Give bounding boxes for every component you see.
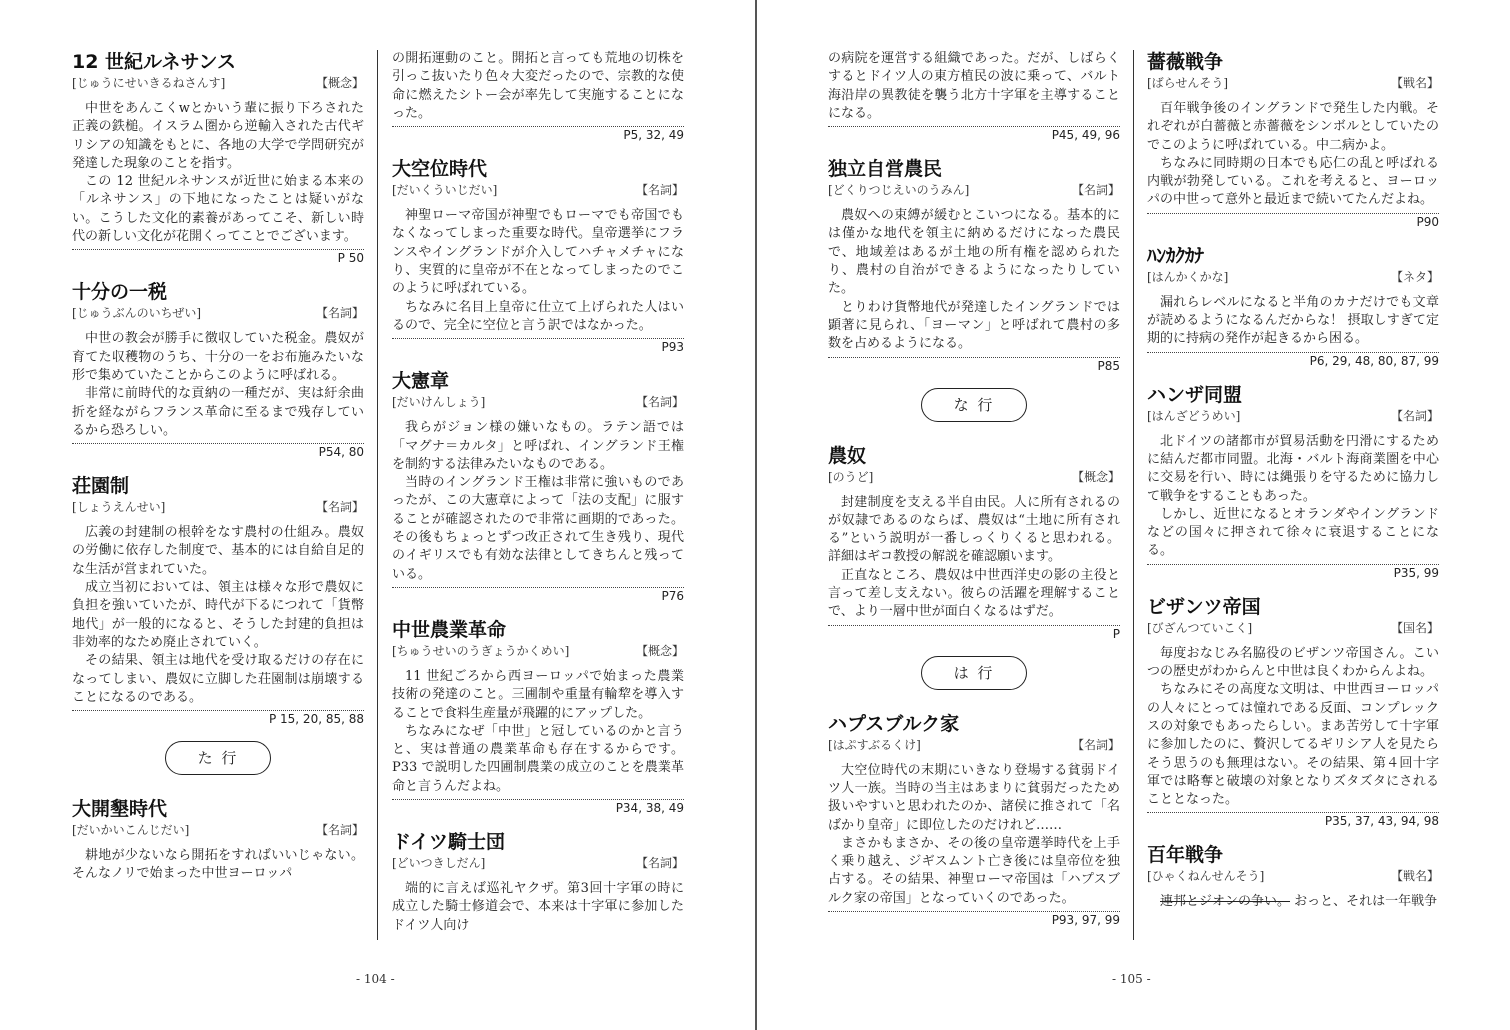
entry-reclamation-start xyxy=(72,797,364,884)
entry-paragraph: 当時のイングランド王権は非常に強いものであったが、この大憲章によって「法の支配」に服することが確認されたので非常に画期的であった。その後もちょっとずつ改正されて生き残り、現代のイギリスでも有効な法律としてきちんと残っている。 xyxy=(392,475,684,582)
entry-category: 【概念】 xyxy=(1071,469,1120,484)
entry-category: 【名詞】 xyxy=(1390,408,1439,423)
entry-term: 薔薇戦争 xyxy=(1147,51,1224,73)
entry-category: 【名詞】 xyxy=(315,500,364,515)
entry-category: 【戦名】 xyxy=(1390,76,1439,90)
entry-meta xyxy=(828,736,1120,754)
entry-meta xyxy=(392,642,684,660)
entry-hundred-years-war xyxy=(1147,843,1439,911)
entry-reading: [のうど] xyxy=(828,469,874,484)
entry-paragraph: 農奴への束縛が緩むとこいつになる。基本的には僅かな地代を領主に納めるだけになった農民で、地域差はあるが土地の所有権を認められたり、農村の自治ができるようになったりしていた。 xyxy=(828,208,1120,297)
entry-category: 【名詞】 xyxy=(635,395,684,410)
entry-yeoman xyxy=(828,157,1120,373)
column-3 xyxy=(828,50,1120,942)
entry-category: 【名詞】 xyxy=(635,856,684,871)
entry-category: 【名詞】 xyxy=(315,823,364,838)
entry-medieval-agri xyxy=(392,618,684,816)
entry-paragraph: 成立当初においては、領主は様々な形で農奴に負担を強いていたが、時代が下るにつれて「貨幣地代」が一般的になると、そうした封建的負担は非効率的なため廃止されていく。 xyxy=(72,580,364,650)
entry-paragraph: 耕地が少ないなら開拓をすればいいじゃない。そんなノリで始まった中世ヨーロッパ xyxy=(72,848,364,882)
book-spine xyxy=(755,0,757,1030)
column-rule-2 xyxy=(1133,50,1134,940)
entry-body xyxy=(72,330,364,440)
entry-pages: P35, 99 xyxy=(1147,564,1439,581)
entry-paragraph: 中世の教会が勝手に徴収していた税金。農奴が育てた収穫物のうち、十分の一をお布施みたいな形で集めていたことからこのように呼ばれる。 xyxy=(72,331,364,383)
entry-reading: [ちゅうせいのうぎょうかくめい] xyxy=(392,643,570,658)
entry-paragraph: ちなみにその高度な文明は、中世西ヨーロッパの人々にとっては憧れである反面、コンプレックスの対象でもあったらしい。まあ苦労して十字軍に参加したのに、贅沢してるギリシア人を見たらそう思うのも無理はない。その結果、第４回十字軍では略奪と破壊の対象となりズタズタにされることとなった。 xyxy=(1147,682,1439,808)
entry-pages: P85 xyxy=(828,357,1120,374)
section-na xyxy=(828,388,1120,422)
entry-body xyxy=(392,207,684,335)
entry-pages: P34, 38, 49 xyxy=(392,799,684,816)
entry-body xyxy=(72,524,364,707)
column-1 xyxy=(72,50,364,898)
entry-pages: P54, 80 xyxy=(72,443,364,460)
entry-category: 【名詞】 xyxy=(635,183,684,198)
entry-body xyxy=(1147,100,1439,210)
entry-habsburg xyxy=(828,712,1120,928)
entry-term: 百年戦争 xyxy=(1147,844,1224,867)
entry-paragraph: の病院を運営する組織であった。だが、しばらくするとドイツ人の東方植民の波に乗って、バルト海沿岸の異教徒を襲う北方十字軍を主導することになる。 xyxy=(828,51,1120,121)
entry-reclamation-continued xyxy=(392,50,684,143)
section-label-na: な 行 xyxy=(921,388,1027,422)
entry-paragraph: ちなみになぜ「中世」と冠しているのかと言うと、実は普通の農業革命も存在するからです。P33 で説明した四圃制農業の成立のことを農業革命と言うんだよね。 xyxy=(392,723,684,794)
entry-paragraph: 北ドイツの諸都市が貿易活動を円滑にするために結んだ都市同盟。北海・バルト海商業圏を中心に交易を行い、時には縄張りを守るために協力して戦争をすることもあった。 xyxy=(1147,433,1439,504)
entry-body xyxy=(828,50,1120,123)
column-4 xyxy=(1147,50,1439,926)
entry-reading: [びざんつていこく] xyxy=(1147,620,1253,635)
entry-term: 十分の一税 xyxy=(72,281,168,304)
entry-reading: [はんかくかな] xyxy=(1147,269,1229,284)
entry-meta xyxy=(392,393,684,411)
entry-paragraph: 百年戦争後のイングランドで発生した内戦。それぞれが白薔薇と赤薔薇をシンボルとしていたのでこのように呼ばれている。中二病かよ。 xyxy=(1147,101,1439,153)
entry-magna-carta xyxy=(392,369,684,604)
entry-meta xyxy=(392,854,684,872)
entry-paragraph: 正直なところ、農奴は中世西洋史の影の主役と言って差し支えない。彼らの活躍を理解することで、より一層中世が面白くなるはずだ。 xyxy=(828,567,1120,620)
section-label-ta: た 行 xyxy=(165,741,271,775)
entry-body xyxy=(1147,645,1439,810)
entry-term: 大開墾時代 xyxy=(72,798,168,821)
entry-term: 独立自営農民 xyxy=(828,158,943,181)
entry-meta xyxy=(1147,867,1439,885)
entry-meta xyxy=(1147,619,1439,637)
entry-byzantine xyxy=(1147,595,1439,830)
entry-paragraph: の開拓運動のこと。開拓と言っても荒地の切株を引っこ抜いたり色々大変だったので、宗教的な使命に燃えたシトー会が率先して実施することになった。 xyxy=(392,51,684,121)
entry-text: おっと、それは一年戦争 xyxy=(1294,894,1438,910)
entry-paragraph: 広義の封建制の根幹をなす農村の仕組み。農奴の労働に依存した制度で、基本的には自給自足的な生活が営まれていた。 xyxy=(72,525,364,577)
entry-paragraph: 大空位時代の末期にいきなり登場する貧弱ドイツ人一族。当時の当主はあまりに貧弱だったため扱いやすいと思われたのか、諸侯に推されて「名ばかり皇帝」に即位したのだけれど…… xyxy=(828,762,1120,833)
entry-body xyxy=(72,100,364,246)
entry-paragraph xyxy=(1147,893,1439,911)
entry-pages: P5, 32, 49 xyxy=(392,126,684,143)
column-rule-1 xyxy=(377,50,378,940)
entry-pages: P93 xyxy=(392,338,684,355)
entry-paragraph: その結果、領主は地代を受け取るだけの存在になってしまい、農奴に立脚した荘園制は崩壊することになるのである。 xyxy=(72,653,364,705)
entry-paragraph: この 12 世紀ルネサンスが近世に始まる本来の「ルネサンス」の下地になったことは疑いがない。こうした文化的素養があってこそ、新しい時代の新しい文化が花開くってことでございます。 xyxy=(72,174,364,245)
entry-hanseatic xyxy=(1147,383,1439,581)
entry-paragraph: まさかもまさか、その後の皇帝選挙時代を上手く乗り越え、ジギスムント亡き後には皇帝位を独占する。その結果、神聖ローマ帝国は「ハプスブルク家の帝国」となっていくのであった。 xyxy=(828,835,1120,906)
entry-paragraph: 毎度おなじみ名脇役のビザンツ帝国さん。こいつの歴史がわからんと中世は良くわからんよね。 xyxy=(1147,645,1439,680)
entry-term: 荘園制 xyxy=(72,475,130,498)
entry-serf xyxy=(828,444,1120,642)
entry-reading: [だいくういじだい] xyxy=(392,183,498,198)
entry-body xyxy=(1147,893,1439,911)
entry-reading: [どいつきしだん] xyxy=(392,856,486,871)
entry-wars-of-roses xyxy=(1147,50,1439,230)
entry-reading: [じゅうぶんのいちぜい] xyxy=(72,306,202,321)
entry-body xyxy=(828,762,1120,908)
entry-hankaku-kana xyxy=(1147,244,1439,369)
entry-pages: P35, 37, 43, 94, 98 xyxy=(1147,812,1439,829)
entry-pages: P93, 97, 99 xyxy=(828,911,1120,928)
entry-reading: [はんざどうめい] xyxy=(1147,408,1241,423)
entry-pages: P45, 49, 96 xyxy=(828,126,1120,143)
section-ta xyxy=(72,741,364,775)
entry-term: 中世農業革命 xyxy=(392,618,507,641)
entry-term: 農奴 xyxy=(828,444,867,467)
entry-paragraph: 非常に前時代的な貢納の一種だが、実は紆余曲折を経ながらフランス革命に至るまで残存しているから恐ろしい。 xyxy=(72,386,364,438)
entry-paragraph: 封建制度を支える半自由民。人に所有されるのが奴隷であるのならば、農奴は“土地に所有される”という説明が一番しっくりくると思われる。詳細はギコ教授の解説を確認願います。 xyxy=(828,494,1120,565)
entry-reading: [ばらせんそう] xyxy=(1147,76,1229,90)
entry-reading: [じゅうにせいきるねさんす] xyxy=(72,76,226,90)
entry-paragraph: 我らがジョン様の嫌いなもの。ラテン語では「マグナ＝カルタ」と呼ばれ、イングランド王権を制約する法律みたいなものである。 xyxy=(392,420,684,472)
entry-reading: [しょうえんせい] xyxy=(72,500,166,515)
page-number-right: - 105 - xyxy=(1112,972,1151,986)
entry-body xyxy=(1147,294,1439,349)
entry-pages: P xyxy=(828,625,1120,642)
entry-category: 【名詞】 xyxy=(315,306,364,321)
entry-paragraph: とりわけ貨幣地代が発達したイングランドでは顕著に見られ、「ヨーマン」と呼ばれて農村の多数を占めるようになる。 xyxy=(828,299,1120,352)
entry-term: ハプスブルク家 xyxy=(828,712,960,735)
entry-body xyxy=(1147,433,1439,561)
entry-category: 【国名】 xyxy=(1390,620,1439,635)
entry-meta xyxy=(72,821,364,839)
entry-meta xyxy=(828,181,1120,199)
entry-meta xyxy=(1147,268,1439,286)
struck-text: 連邦とジオンの争い。 xyxy=(1160,894,1291,910)
entry-reading: [だいかいこんじだい] xyxy=(72,823,190,838)
entry-category: 【ネタ】 xyxy=(1390,269,1439,284)
entry-reading: [はぷすぶるくけ] xyxy=(828,737,921,752)
page-number-left: - 104 - xyxy=(356,972,395,986)
entry-paragraph: しかし、近世になるとオランダやイングランドなどの国々に押されて徐々に衰退することになる。 xyxy=(1147,506,1439,559)
entry-reading: [だいけんしょう] xyxy=(392,395,486,410)
entry-teutonic-start xyxy=(392,830,684,935)
entry-pages: P90 xyxy=(1147,213,1439,230)
entry-meta xyxy=(1147,74,1439,92)
entry-term: ドイツ騎士団 xyxy=(392,831,506,854)
entry-paragraph: ちなみに名目上皇帝に仕立て上げられた人はいるので、完全に空位と言う訳ではなかった。 xyxy=(392,299,684,333)
entry-teutonic-continued xyxy=(828,50,1120,143)
entry-body xyxy=(392,668,684,796)
entry-meta xyxy=(72,74,364,92)
entry-reading: [ひゃくねんせんそう] xyxy=(1147,869,1265,884)
entry-body xyxy=(392,419,684,584)
entry-body xyxy=(72,847,364,884)
entry-interregnum xyxy=(392,157,684,355)
entry-pages: P 50 xyxy=(72,249,364,266)
entry-category: 【概念】 xyxy=(315,76,364,90)
entry-term: 大憲章 xyxy=(392,370,450,393)
section-ha xyxy=(828,656,1120,690)
entry-term: 12 世紀ルネサンス xyxy=(72,51,236,73)
entry-category: 【名詞】 xyxy=(1071,183,1120,198)
entry-paragraph: 神聖ローマ帝国が神聖でもローマでも帝国でもなくなってしまった重要な時代。皇帝選挙にフランスやイングランドが介入してハチャメチャになり、実質的に皇帝が不在となってしまったのでこのように呼ばれている。 xyxy=(392,208,684,297)
entry-term: ハンザ同盟 xyxy=(1147,383,1243,406)
entry-paragraph: 中世をあんこくwとかいう輩に振り下ろされた正義の鉄槌。イスラム圏から逆輸入された古代ギリシアの知識をもとに、各地の大学で学問研究が発達した現象のことを指す。 xyxy=(72,101,364,171)
entry-reading: [どくりつじえいのうみん] xyxy=(828,183,970,198)
column-2 xyxy=(392,50,684,949)
entry-pages: P 15, 20, 85, 88 xyxy=(72,710,364,727)
entry-tithe xyxy=(72,280,364,460)
entry-term: ﾊﾝｶｸｶﾅ xyxy=(1147,244,1205,267)
entry-meta xyxy=(1147,407,1439,425)
entry-meta xyxy=(392,181,684,199)
entry-meta xyxy=(72,304,364,322)
entry-body xyxy=(392,880,684,935)
entry-paragraph: 11 世紀ごろから西ヨーロッパで始まった農業技術の発達のこと。三圃制や重量有輪犂を導入することで食料生産量が飛躍的にアップした。 xyxy=(392,668,684,721)
entry-paragraph: ちなみに同時期の日本でも応仁の乱と呼ばれる内戦が勃発している。これを考えると、ヨーロッパの中世って意外と最近まで続いてたんだよね。 xyxy=(1147,155,1439,208)
entry-body xyxy=(828,494,1120,622)
entry-meta xyxy=(72,498,364,516)
entry-body xyxy=(392,50,684,123)
entry-pages: P76 xyxy=(392,587,684,604)
entry-category: 【概念】 xyxy=(635,643,684,658)
entry-body xyxy=(828,207,1120,353)
entry-category: 【戦名】 xyxy=(1390,869,1439,884)
entry-category: 【名詞】 xyxy=(1071,737,1120,752)
entry-term: 大空位時代 xyxy=(392,158,488,181)
entry-pages: P6, 29, 48, 80, 87, 99 xyxy=(1147,352,1439,369)
entry-manor xyxy=(72,474,364,727)
entry-renaissance xyxy=(72,50,364,266)
entry-term: ビザンツ帝国 xyxy=(1147,595,1261,618)
entry-paragraph: 端的に言えば巡礼ヤクザ。第3回十字軍の時に成立した騎士修道会で、本来は十字軍に参加したドイツ人向け xyxy=(392,881,684,933)
entry-meta xyxy=(828,468,1120,486)
section-label-ha: は 行 xyxy=(921,656,1027,690)
entry-paragraph: 漏れらレベルになると半角のカナだけでも文章が読めるようになるんだからな！ 摂取しすぎて定期的に持病の発作が起きるから困る。 xyxy=(1147,294,1439,347)
